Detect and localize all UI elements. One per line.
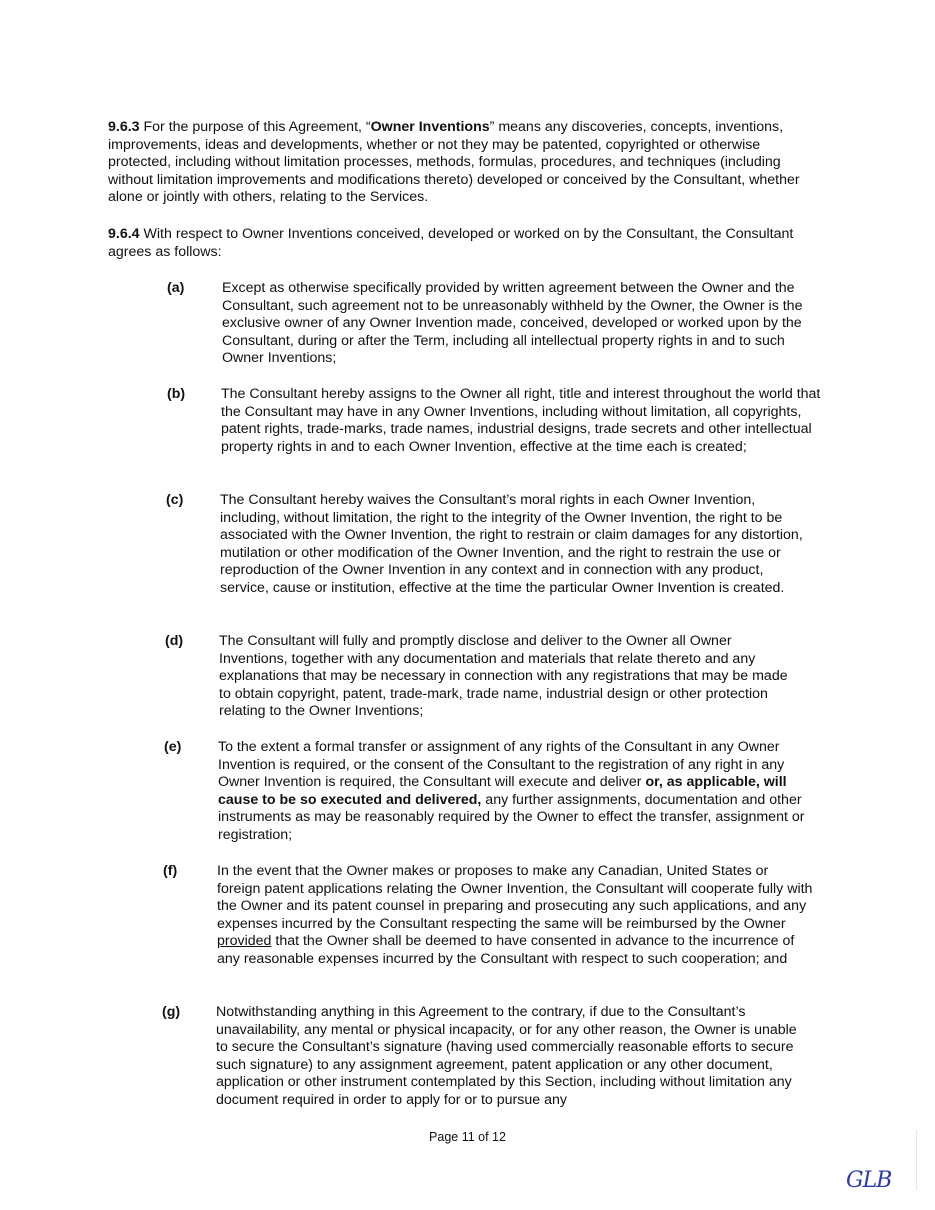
item-text: The Consultant will fully and promptly disclose and deliver to the Owner all Owner Inventions, together with any documentation and materials that relate thereto and any explanations that may be necessary in connection with any registrations that may be made to obtain copyright, patent, trade-mark, trade name, industrial design or other protection relating to the Owner Inventions; <box>219 633 788 720</box>
item-text: The Consultant hereby assigns to the Owner all right, title and interest throughout the world that the Consultant may have in any Owner Inventions, including without limitation, all copyrights, patent rights, trade-marks, trade names, industrial designs, trade secrets and other intellectual property rights in and to each Owner Invention, effective at the time each is created; <box>221 386 821 455</box>
item-label: (e) <box>164 739 182 755</box>
scan-artifact <box>916 1130 917 1190</box>
item-text: To the extent a formal transfer or assignment of any rights of the Consultant in any Owner Invention is required, or the consent of the Consultant to the registration of any right in any Owner Invention is required, the Consultant will execute and deliver or, as applicable, will cause to be so executed and delivered, any further assignments, documentation and other instruments as may be reasonably required by the Owner to effect the transfer, assignment or registration; <box>218 739 805 843</box>
item-text: Except as otherwise specifically provided by written agreement between the Owner and the Consultant, such agreement not to be unreasonably withheld by the Owner, the Owner is the exclusive owner of any Owner Invention made, conceived, developed or worked upon by the Consultant, during or after the Term, including all intellectual property rights in and to such Owner Inventions; <box>222 280 803 367</box>
clause-number: 9.6.4 <box>108 226 140 242</box>
item-label: (g) <box>162 1004 181 1020</box>
defined-term: Owner Inventions <box>370 119 490 135</box>
item-label: (f) <box>163 863 178 879</box>
underlined-term: provided <box>217 933 272 950</box>
item-text: In the event that the Owner makes or proposes to make any Canadian, United States or foreign patent applications relating the Owner Invention, the Consultant will cooperate fully with the Owner and its patent counsel in preparing and prosecuting any such applications, and any expenses incurred by the Consultant respecting the same will be reimbursed by the Owner provided that the Owner shall be deemed to have consented in advance to the incurrence of any reasonable expenses incurred by the Consultant with respect to such cooperation; and <box>217 863 813 967</box>
clause-9-6-3: 9.6.3 For the purpose of this Agreement, “Owner Inventions” means any discoveries, concepts, inventions, improvements, ideas and developments, whether or not they may be patented, copyrighted or otherwise protected, including without limitation processes, methods, formulas, procedures, and techniques (including without limitation improvements and modifications thereto) developed or conceived by the Consultant, whether alone or jointly with others, relating to the Services. <box>108 119 800 206</box>
item-label: (a) <box>167 280 185 296</box>
handwritten-initials: GLB <box>846 1168 892 1193</box>
item-label: (b) <box>167 386 186 402</box>
clause-9-6-4: 9.6.4 With respect to Owner Inventions conceived, developed or worked on by the Consultant, the Consultant agrees as follows: <box>108 226 794 260</box>
clause-number: 9.6.3 <box>108 119 140 135</box>
item-text: Notwithstanding anything in this Agreement to the contrary, if due to the Consultant’s unavailability, any mental or physical incapacity, or for any other reason, the Owner is unable to secure the Consultant’s signature (having used commercially reasonable efforts to secure such signature) to any assignment agreement, patent application or any other document, application or other instrument contemplated by this Section, including without limitation any document required in order to apply for or to pursue any <box>216 1004 797 1108</box>
item-label: (c) <box>166 492 184 508</box>
item-label: (d) <box>165 633 184 649</box>
page-number-footer: Page 11 of 12 <box>429 1130 506 1144</box>
item-text: The Consultant hereby waives the Consultant’s moral rights in each Owner Invention, including, without limitation, the right to the integrity of the Owner Invention, the right to be associated with the Owner Invention, the right to restrain or claim damages for any distortion, mutilation or other modification of the Owner Invention, and the right to restrain the use or reproduction of the Owner Invention in any context and in connection with any product, service, cause or institution, effective at the time the particular Owner Invention is created. <box>220 492 803 596</box>
